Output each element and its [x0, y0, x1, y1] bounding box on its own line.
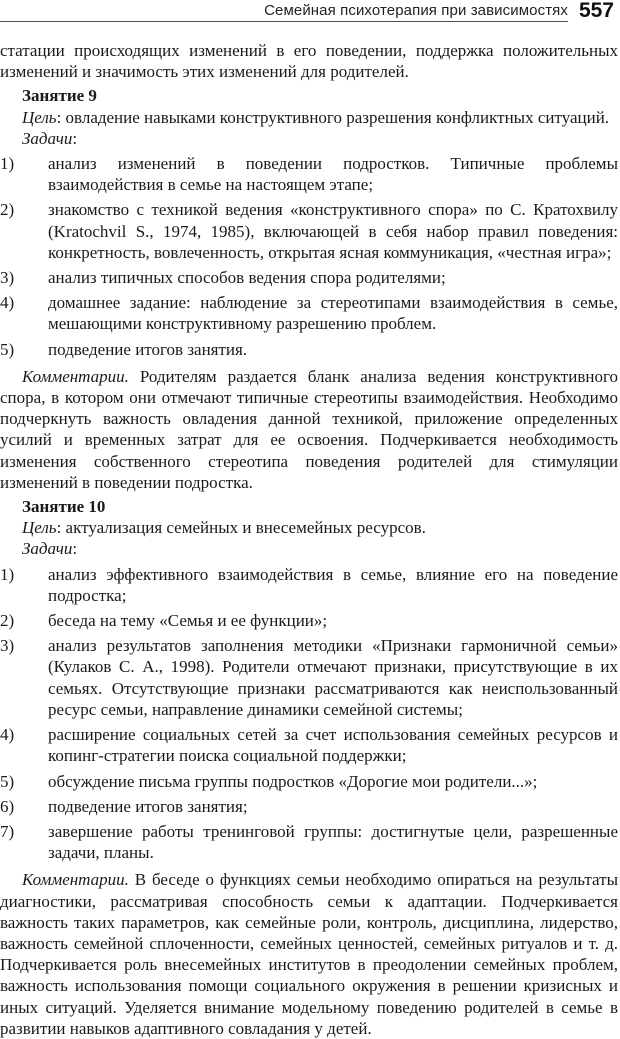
running-header-title: Семейная психотерапия при зависимостях — [264, 2, 568, 19]
comment-label: Комментарии. — [22, 366, 129, 386]
list-item: 4) расширение социальных сетей за счет использования семейных ресурсов и копинг-стратегии поиска социальной поддержки; — [0, 725, 618, 766]
tasks-label: Задачи — [22, 128, 73, 148]
list-item: 3) анализ результатов заполнения методики «Признаки гармоничной семьи» (Кулаков С. А., 1998). Родители отмечают признаки, присутствующие в их семьях. Отсутствующие признаки рассматриваются как неиспользованный ресурс семьи, направление динамики семейной системы; — [0, 636, 618, 719]
list-item: 3) анализ типичных способов ведения спора родителями; — [0, 268, 446, 288]
list-item: 2) беседа на тему «Семья и ее функции»; — [0, 611, 328, 631]
lesson-10 — [0, 496, 618, 1039]
list-item: 6) подведение итогов занятия; — [0, 796, 248, 816]
goal-label: Цель — [22, 107, 57, 127]
lesson-10-goal — [0, 517, 618, 538]
page-body — [0, 40, 618, 1039]
running-header — [0, 0, 620, 30]
header-rule — [0, 21, 568, 22]
list-item: 1) анализ эффективного взаимодействия в семье, влияние его на поведение подростка; — [0, 564, 618, 605]
list-item: 5) подведение итогов занятия. — [0, 339, 248, 359]
goal-text: : овладение навыками конструктивного разрешения конфликтных ситуаций. — [56, 107, 610, 127]
lesson-9-task-list — [0, 153, 618, 360]
list-item: 1) анализ изменений в поведении подростков. Типичные проблемы взаимодействия в семье на настоящем этапе; — [0, 154, 618, 195]
list-item: 4) домашнее задание: наблюдение за стереотипами взаимодействия в семье, мешающими конструктивному разрешению проблем. — [0, 293, 618, 334]
lesson-10-task-list — [0, 564, 618, 864]
lesson-10-title: Занятие 10 — [22, 497, 106, 517]
intro-paragraph: статации происходящих изменений в его поведении, поддержка положительных изменений и значимость этих изменений для родителей. — [0, 41, 618, 82]
lesson-9-comment — [0, 366, 618, 493]
lesson-10-comment — [0, 869, 618, 1039]
lesson-9-title: Занятие 9 — [22, 86, 97, 106]
list-item: 7) завершение работы тренинговой группы: достигнутые цели, разрешенные задачи, планы. — [0, 821, 618, 863]
comment-text: Родителям раздается бланк анализа ведения конструктивного спора, в котором они отмечают типичные стереотипы взаимодействия. Необходимо подчеркнуть важность овладения данной техникой, приложение определенных усилий и временных затрат для ее освоения. Подчеркивается необходимость изменения собственного стереотипа поведения родителей для стимуляции изменений в поведении подростка. — [0, 366, 618, 492]
list-item: 5) обсуждение письма группы подростков «Дорогие мои родители...»; — [0, 771, 538, 791]
page-number: 557 — [578, 0, 614, 22]
lesson-10-tasks-label: Задачи: — [22, 539, 78, 559]
lesson-9-goal — [0, 107, 618, 128]
tasks-label: Задачи — [22, 539, 73, 559]
lesson-9 — [0, 85, 618, 493]
list-item: 2) знакомство с техникой ведения «конструктивного спора» по С. Кратохвилу (Kratochvil S., 1974, 1985), включающей в себя набор правил поведения: конкретность, вовлеченность, открытая ясная коммуникация, «честная игра»; — [0, 200, 618, 262]
lesson-9-tasks-label: Задачи: — [22, 128, 78, 148]
comment-text: В беседе о функциях семьи необходимо опираться на результаты диагностики, рассматривая способность семьи к адаптации. Подчеркивается важность таких параметров, как семейные роли, контроль, дисциплина, лидерство, важность семейной сплоченности, семейных ценностей, семейных ритуалов и т. д. Подчеркивается роль внесемейных институтов в преодолении семейных проблем, важность использования помощи социального окружения в решении кризисных и иных ситуаций. Уделяется внимание модельному поведению родителей в семье в развитии навыков адаптивного совладания у детей. — [0, 870, 618, 1038]
comment-label: Комментарии. — [22, 870, 129, 890]
goal-text: : актуализация семейных и внесемейных ресурсов. — [56, 518, 426, 538]
goal-label: Цель — [22, 518, 57, 538]
